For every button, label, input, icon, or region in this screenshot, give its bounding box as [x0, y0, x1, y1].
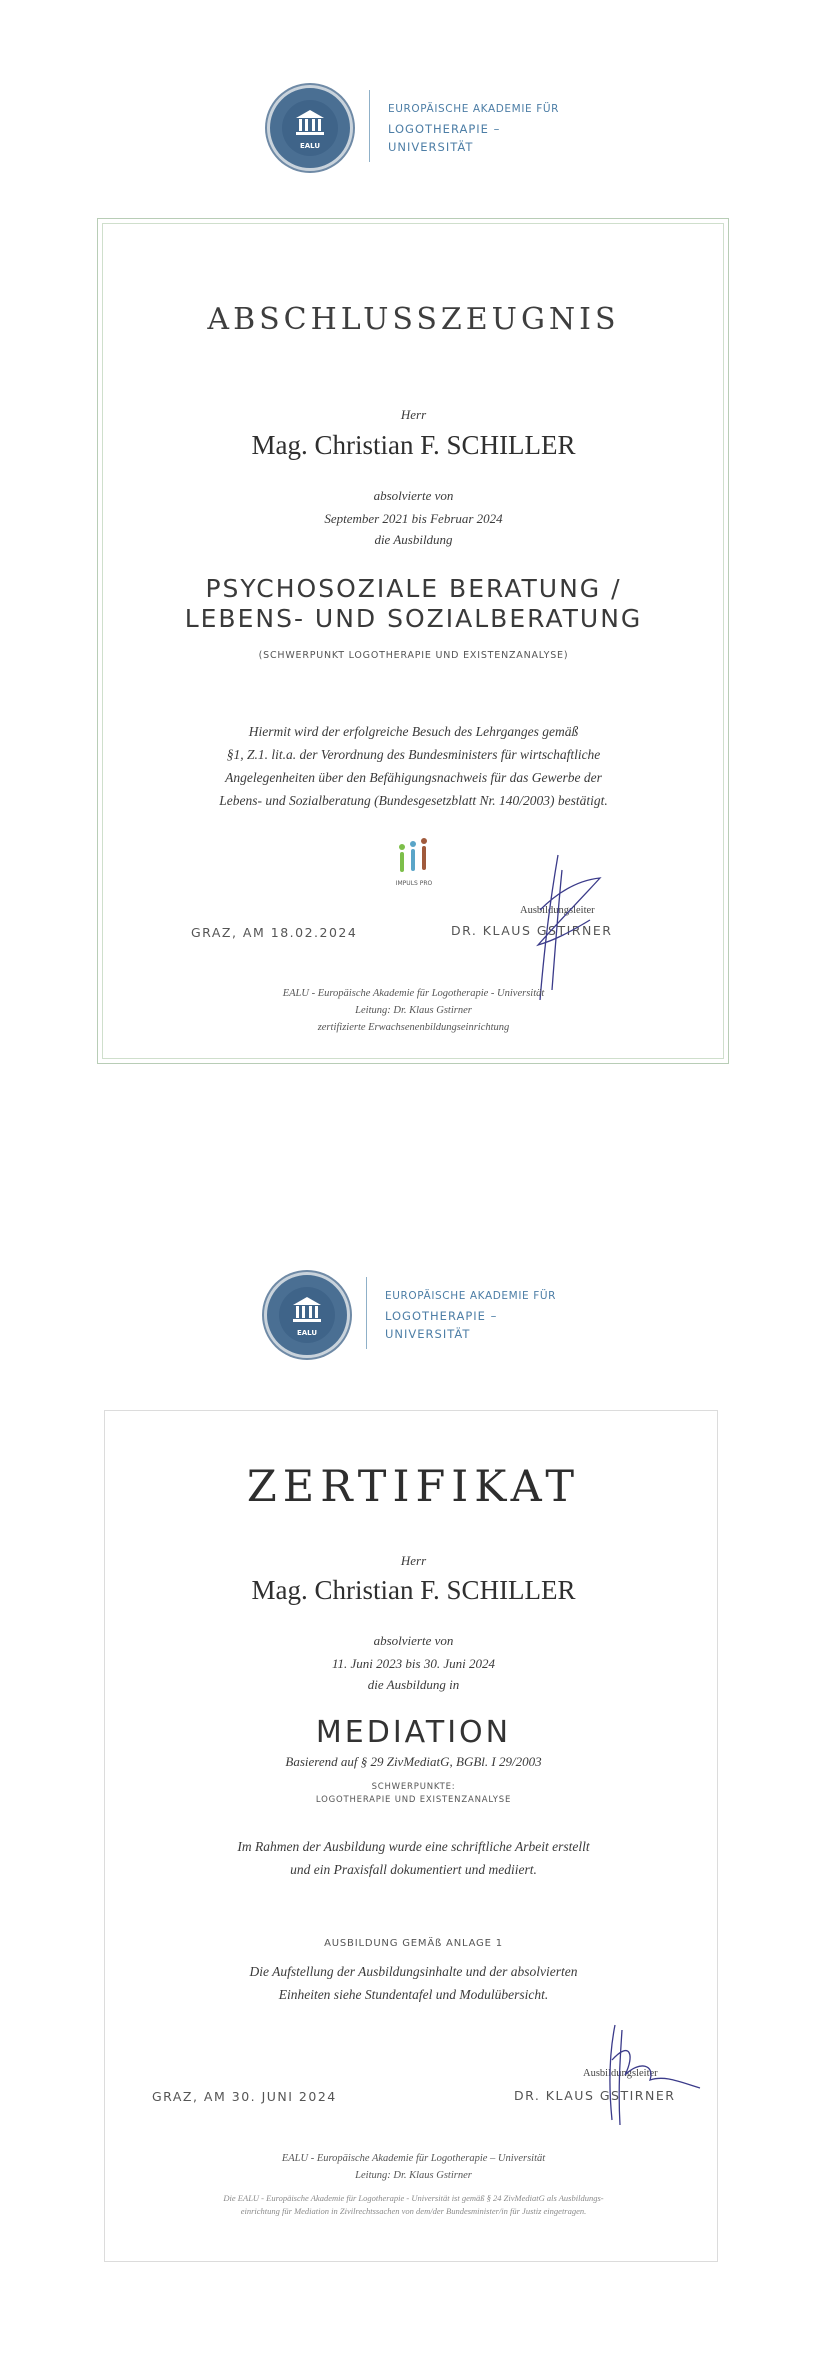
- certificate-2-absolved: absolvierte von: [373, 1633, 454, 1648]
- footer-line: EALU - Europäische Akademie für Logotherapie – Universität: [281, 2153, 546, 2164]
- certificate-2-period: 11. Juni 2023 bis 30. Juni 2024: [332, 1656, 495, 1671]
- logo-line-3: UNIVERSITÄT: [388, 140, 474, 154]
- footer-line: Leitung: Dr. Klaus Gstirner: [355, 2170, 472, 2181]
- ealu-logo-top: [267, 85, 567, 175]
- logo-divider: [369, 90, 370, 162]
- certificate-1-salutation: Herr: [400, 407, 427, 422]
- certificate-2-annex-text: [0, 1960, 827, 2006]
- ealu-logo-bottom: [264, 1272, 564, 1362]
- annex-line: Einheiten siehe Stundentafel und Modulübersicht.: [278, 1987, 549, 2002]
- certificate-2-footnote: [0, 2192, 827, 2218]
- logo-line-2: LOGOTHERAPIE –: [385, 1309, 498, 1323]
- body-line: Hiermit wird der erfolgreiche Besuch des Lehrganges gemäß: [248, 724, 579, 739]
- body-line: Im Rahmen der Ausbildung wurde eine schriftliche Arbeit erstellt: [237, 1839, 590, 1854]
- certificate-2-annex-label: AUSBILDUNG GEMÄß ANLAGE 1: [324, 1938, 503, 1949]
- certificate-1-period: September 2021 bis Februar 2024: [324, 511, 503, 526]
- logo-line-3: UNIVERSITÄT: [385, 1327, 471, 1341]
- impuls-pro-label: IMPULS PRO: [395, 880, 433, 887]
- body-line: Angelegenheiten über den Befähigungsnachweis für das Gewerbe der: [225, 770, 602, 785]
- certificate-2-course: MEDIATION: [315, 1715, 512, 1750]
- seal-text: EALU: [299, 142, 321, 150]
- certificate-1-signer-role: Ausbildungsleiter: [520, 905, 595, 916]
- certificate-2-focus-label: SCHWERPUNKTE:: [371, 1782, 456, 1792]
- certificate-1-training: die Ausbildung: [374, 532, 453, 547]
- certificate-2-signer-role: Ausbildungsleiter: [583, 2068, 658, 2079]
- certificate-2-recipient-name: Mag. Christian F. SCHILLER: [251, 1575, 576, 1605]
- certificate-2-training: die Ausbildung in: [367, 1677, 460, 1692]
- certificate-1-place-date: GRAZ, AM 18.02.2024: [191, 925, 358, 940]
- logo-line-1: EUROPÄISCHE AKADEMIE FÜR: [385, 1290, 557, 1302]
- footer-line: EALU - Europäische Akademie für Logotherapie - Universität: [282, 988, 545, 999]
- logo-divider: [366, 1277, 367, 1349]
- certificate-1-course-line-2: LEBENS- UND SOZIALBERATUNG: [184, 604, 643, 633]
- certificate-1-body: [0, 720, 827, 812]
- certificate-1-signer-name: DR. KLAUS GSTIRNER: [451, 923, 613, 938]
- certificate-2-signer-name: DR. KLAUS GSTIRNER: [514, 2088, 676, 2103]
- body-line: und ein Praxisfall dokumentiert und mediiert.: [290, 1862, 537, 1877]
- certificate-2-footer: [0, 2150, 827, 2184]
- body-line: Lebens- und Sozialberatung (Bundesgesetzblatt Nr. 140/2003) bestätigt.: [219, 793, 608, 808]
- ealu-seal-icon: [267, 85, 353, 171]
- annex-line: Die Aufstellung der Ausbildungsinhalte und der absolvierten: [249, 1964, 578, 1979]
- seal-text: EALU: [296, 1329, 318, 1337]
- footnote-line: einrichtung für Mediation in Zivilrechtssachen von dem/der Bundesminister/in für Justiz eingetragen.: [240, 2206, 587, 2216]
- certificate-1-focus: (SCHWERPUNKT LOGOTHERAPIE UND EXISTENZANALYSE): [258, 650, 569, 661]
- footer-line: Leitung: Dr. Klaus Gstirner: [355, 1005, 472, 1016]
- logo-line-2: LOGOTHERAPIE –: [388, 122, 501, 136]
- footer-line: zertifizierte Erwachsenenbildungseinrichtung: [317, 1022, 510, 1033]
- impuls-pro-figures-icon: [392, 838, 436, 874]
- footnote-line: Die EALU - Europäische Akademie für Logotherapie - Universität ist gemäß § 24 ZivMediatG als Ausbildungs-: [223, 2193, 604, 2203]
- signature-2-icon: [560, 2020, 710, 2130]
- certificate-1-title: ABSCHLUSSZEUGNIS: [207, 302, 620, 337]
- certificate-1-course-line-1: PSYCHOSOZIALE BERATUNG /: [205, 574, 622, 603]
- impuls-pro-logo: [392, 838, 436, 888]
- certificate-2-place-date: GRAZ, AM 30. JUNI 2024: [152, 2089, 337, 2104]
- certificate-1-footer: [0, 985, 827, 1036]
- certificate-2-salutation: Herr: [400, 1553, 427, 1568]
- certificate-1-recipient-name: Mag. Christian F. SCHILLER: [251, 430, 576, 460]
- certificate-2-body: [0, 1835, 827, 1881]
- body-line: §1, Z.1. lit.a. der Verordnung des Bundesministers für wirtschaftliche: [226, 747, 601, 762]
- certificate-2-title: ZERTIFIKAT: [246, 1462, 581, 1512]
- ealu-seal-icon: [264, 1272, 350, 1358]
- certificate-2-legal-basis: Basierend auf § 29 ZivMediatG, BGBl. I 29/2003: [285, 1754, 542, 1769]
- certificate-2-focus: LOGOTHERAPIE UND EXISTENZANALYSE: [315, 1795, 512, 1805]
- logo-line-1: EUROPÄISCHE AKADEMIE FÜR: [388, 103, 560, 115]
- certificate-1-absolved: absolvierte von: [373, 488, 454, 503]
